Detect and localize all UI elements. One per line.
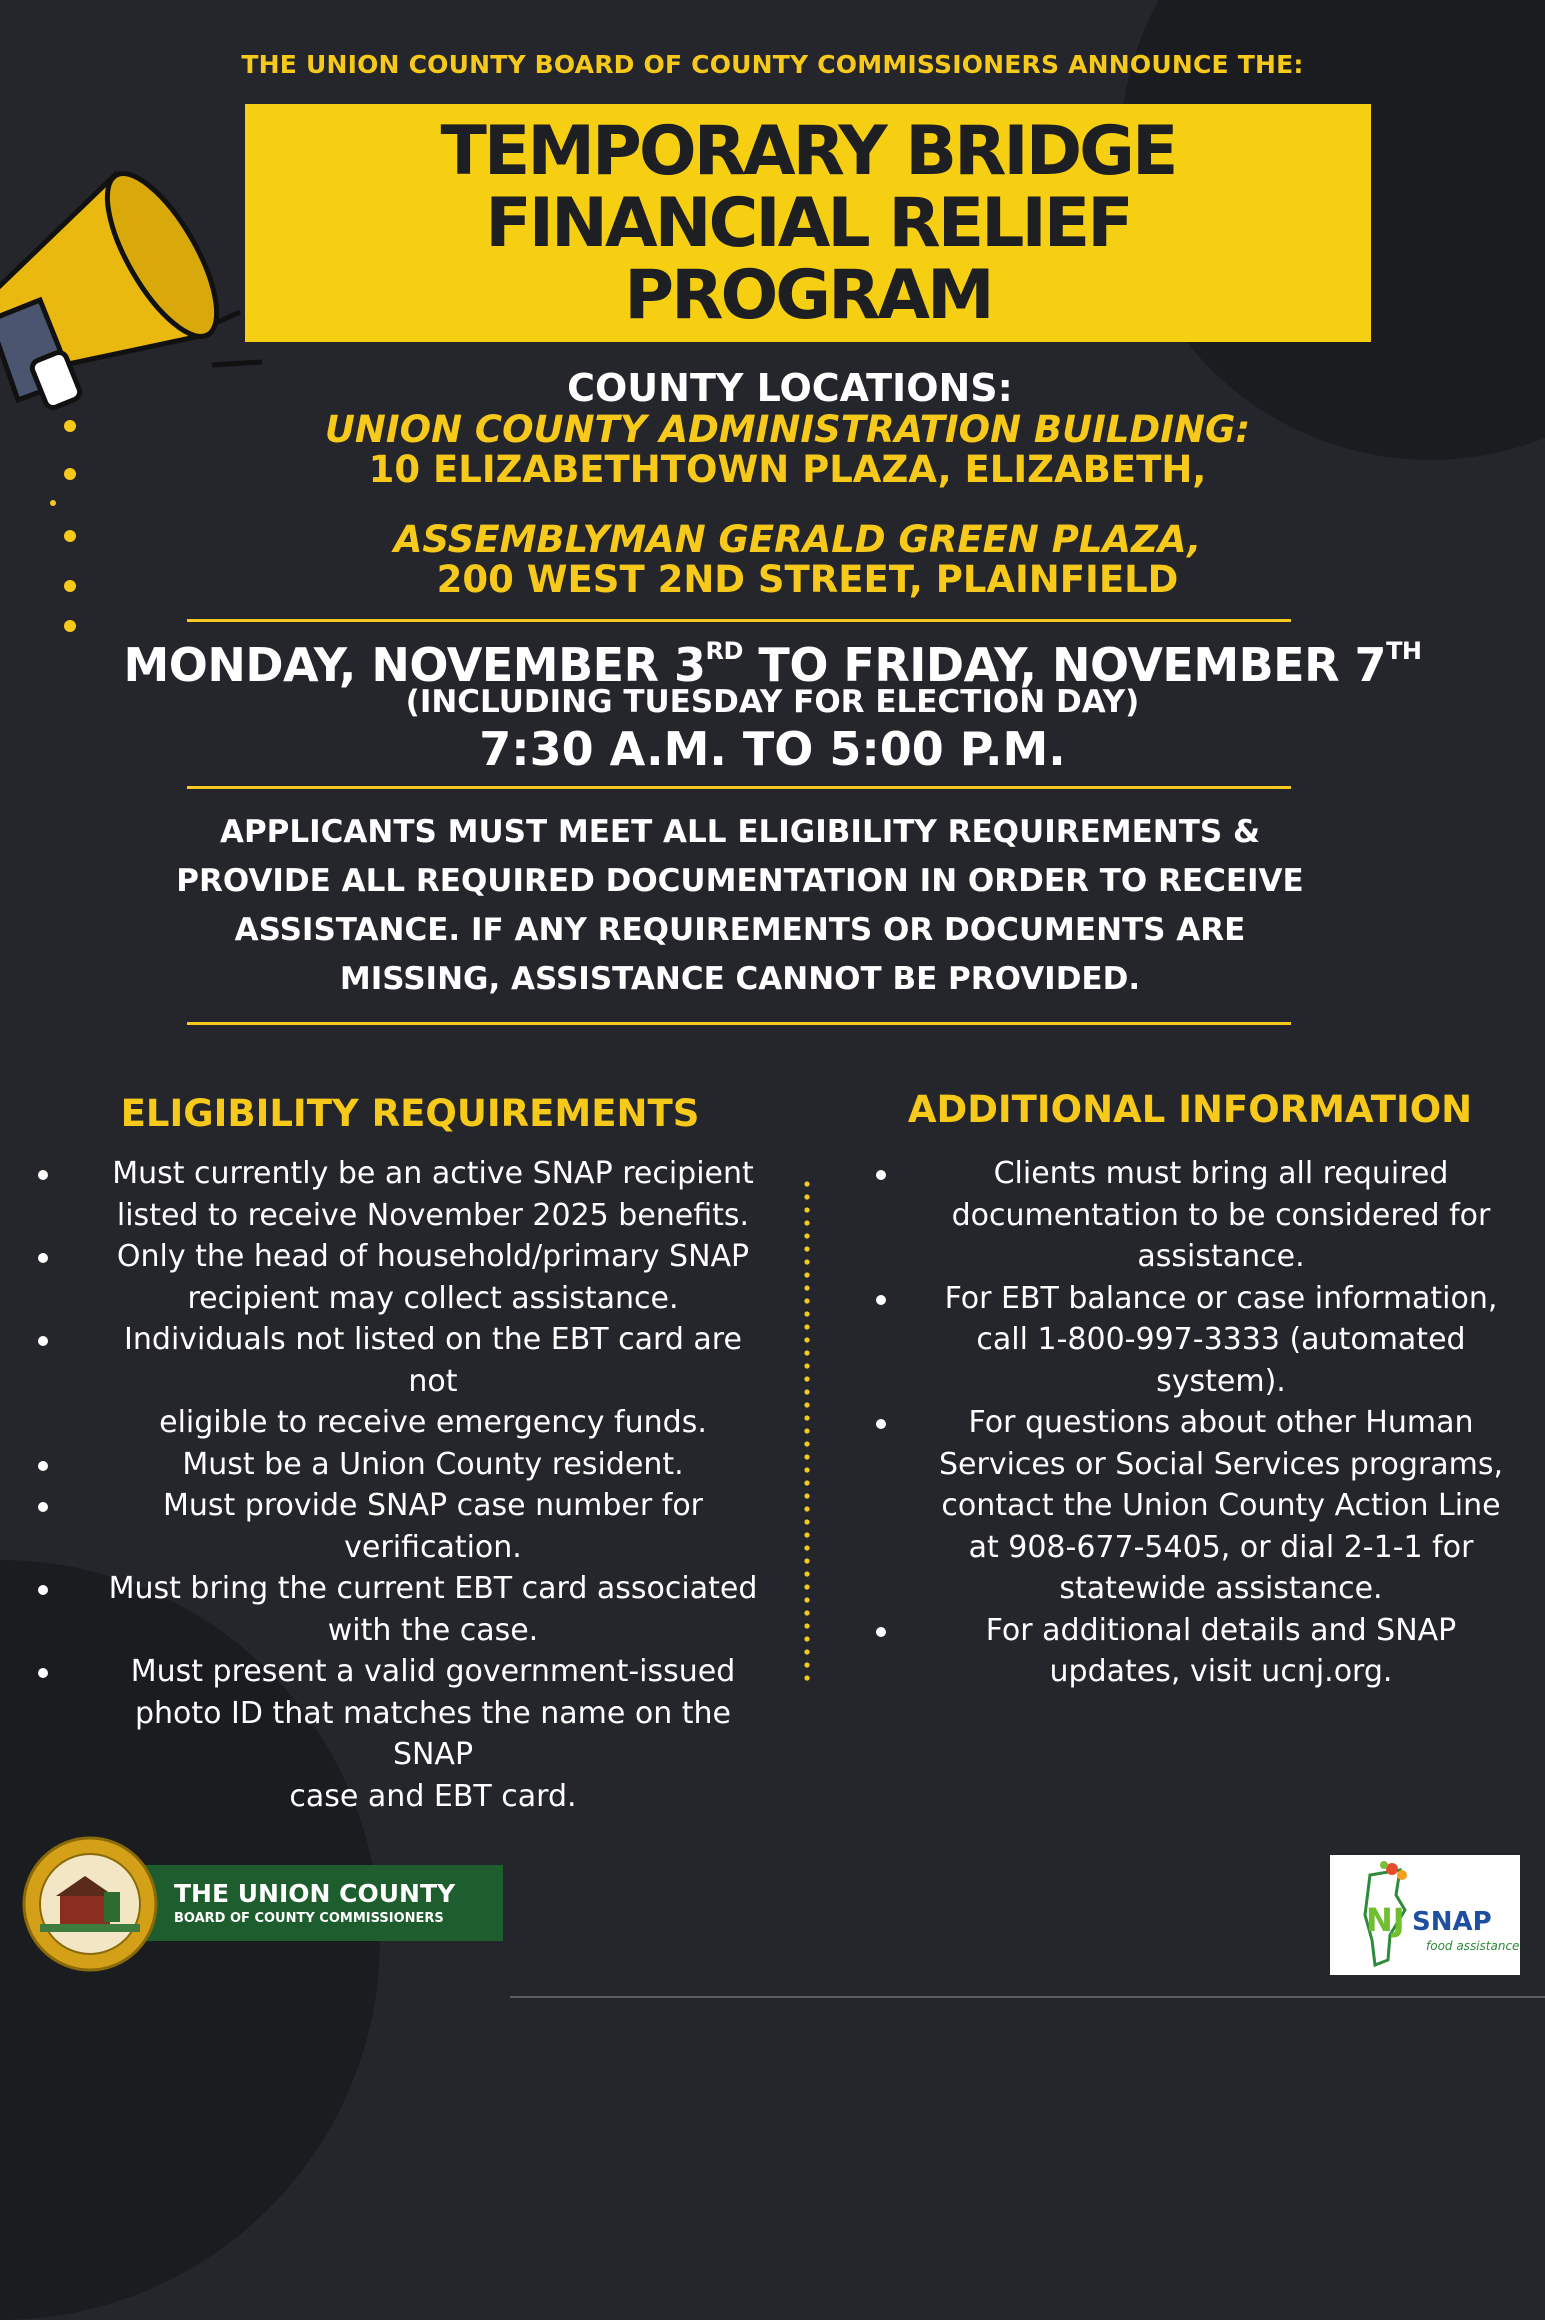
additional-info-heading: ADDITIONAL INFORMATION — [907, 1088, 1473, 1131]
divider-dot — [804, 1376, 809, 1381]
divider-dot — [804, 1467, 809, 1472]
location-2-name: ASSEMBLYMAN GERALD GREEN PLAZA, — [393, 518, 1202, 561]
snap-nj-text: NJ — [1366, 1901, 1405, 1939]
divider-dot — [804, 1207, 809, 1212]
list-item — [38, 1153, 768, 1236]
list-item — [38, 1485, 768, 1568]
list-item-line: assistance. — [1137, 1239, 1305, 1274]
divider-dot — [804, 1246, 809, 1251]
divider-dot — [804, 1428, 809, 1433]
divider-dot — [804, 1610, 809, 1615]
divider-dot — [804, 1337, 809, 1342]
announce-line: THE UNION COUNTY BOARD OF COUNTY COMMISSIONERS ANNOUNCE THE: — [241, 50, 1304, 79]
divider-dot — [804, 1181, 809, 1186]
title-banner — [245, 104, 1371, 342]
divider-rule — [187, 1022, 1291, 1025]
divider-dot — [804, 1350, 809, 1355]
org-title: THE UNION COUNTY — [174, 1879, 456, 1908]
list-item-line: system). — [1156, 1363, 1286, 1399]
title-line-3: PROGRAM — [624, 256, 992, 335]
list-item — [38, 1568, 768, 1651]
list-item-line: Must provide SNAP case number for — [162, 1488, 704, 1523]
list-item-line: For additional details and SNAP — [985, 1612, 1457, 1648]
title-line-1: TEMPORARY BRIDGE — [440, 112, 1176, 191]
divider-dot — [804, 1363, 809, 1368]
divider-dot — [804, 1493, 809, 1498]
org-subtitle: BOARD OF COUNTY COMMISSIONERS — [174, 1911, 444, 1926]
date-range: MONDAY, NOVEMBER 3RD TO FRIDAY, NOVEMBER 7TH — [123, 636, 1422, 692]
bullet-icon — [38, 1502, 48, 1512]
divider-rule — [187, 786, 1291, 789]
bullet-icon — [876, 1295, 886, 1305]
list-item-line: documentation to be considered for — [951, 1197, 1491, 1233]
bullet-icon — [38, 1253, 48, 1263]
divider-dot — [804, 1454, 809, 1459]
divider-dot — [804, 1324, 809, 1329]
list-item-line: at 908-677-5405, or dial 2-1-1 for — [968, 1529, 1474, 1565]
location-1-name: UNION COUNTY ADMINISTRATION BUILDING: — [324, 408, 1251, 451]
list-item-line: Services or Social Services programs, — [938, 1446, 1503, 1482]
divider-dot — [804, 1220, 809, 1225]
divider-dot — [804, 1194, 809, 1199]
bullet-icon — [38, 1336, 48, 1346]
list-item — [876, 1610, 1506, 1693]
eligibility-notice: APPLICANTS MUST MEET ALL ELIGIBILITY REQUIREMENTS & PROVIDE ALL REQUIRED DOCUMENTATION IN ORDER TO RECEIVE ASSISTANCE. IF ANY REQUIREMENTS OR DOCUMENTS ARE MISSING, ASSISTANCE CANNOT BE PROVIDED. — [176, 814, 1304, 997]
divider-dot — [804, 1311, 809, 1316]
list-item-line: listed to receive November 2025 benefits. — [116, 1197, 750, 1233]
list-item-line: contact the Union County Action Line — [941, 1488, 1501, 1523]
eligibility-heading: ELIGIBILITY REQUIREMENTS — [120, 1092, 700, 1135]
list-item-line: case and EBT card. — [289, 1778, 577, 1814]
program-title — [245, 112, 1371, 335]
divider-dot — [804, 1259, 809, 1264]
list-item — [876, 1153, 1506, 1278]
bullet-icon — [38, 1668, 48, 1678]
nj-snap-logo — [1330, 1855, 1520, 1975]
bullet-icon — [38, 1461, 48, 1471]
divider-dot — [804, 1506, 809, 1511]
org-banner — [128, 1865, 503, 1941]
divider-dot — [804, 1532, 809, 1537]
divider-dot — [804, 1623, 809, 1628]
divider-dot — [804, 1649, 809, 1654]
list-item-line: verification. — [344, 1529, 522, 1565]
divider-dot — [804, 1675, 809, 1680]
divider-dot — [804, 1636, 809, 1641]
divider-dot — [804, 1233, 809, 1238]
snap-word: SNAP — [1412, 1907, 1492, 1937]
location-2-address: 200 WEST 2ND STREET, PLAINFIELD — [436, 558, 1179, 601]
list-item — [38, 1236, 768, 1319]
list-item-line: For EBT balance or case information, — [944, 1280, 1498, 1316]
list-item-line: Only the head of household/primary SNAP — [116, 1239, 750, 1274]
election-day-note: (INCLUDING TUESDAY FOR ELECTION DAY) — [405, 684, 1140, 720]
divider-dot — [804, 1519, 809, 1524]
location-1-address: 10 ELIZABETHTOWN PLAZA, ELIZABETH, — [368, 448, 1207, 491]
list-item — [876, 1402, 1506, 1610]
county-seal-logo — [20, 1834, 160, 1974]
divider-dot — [804, 1402, 809, 1407]
divider-dot — [804, 1558, 809, 1563]
divider-dot — [804, 1415, 809, 1420]
list-item-line: Must be a Union County resident. — [182, 1446, 684, 1482]
bottom-rule — [510, 1996, 1545, 1998]
list-item — [876, 1278, 1506, 1403]
list-item-line: Clients must bring all required — [993, 1156, 1449, 1191]
title-line-2: FINANCIAL RELIEF — [485, 184, 1131, 263]
list-item-line: Must bring the current EBT card associated — [108, 1571, 758, 1606]
eligibility-list — [38, 1153, 768, 1817]
snap-tagline: food assistance — [1426, 1939, 1520, 1953]
column-divider — [801, 1180, 813, 1700]
locations-heading: COUNTY LOCATIONS: — [567, 366, 1013, 410]
bullet-icon — [876, 1627, 886, 1637]
list-item-line: call 1-800-997-3333 (automated — [976, 1322, 1466, 1357]
bullet-icon — [38, 1170, 48, 1180]
divider-dot — [804, 1298, 809, 1303]
divider-dot — [804, 1389, 809, 1394]
list-item-line: For questions about other Human — [968, 1405, 1474, 1440]
divider-dot — [804, 1545, 809, 1550]
divider-dot — [804, 1584, 809, 1589]
list-item-line: with the case. — [327, 1612, 539, 1648]
additional-info-list — [876, 1153, 1506, 1693]
list-item-line: statewide assistance. — [1059, 1571, 1383, 1606]
list-item-line: updates, visit ucnj.org. — [1049, 1654, 1393, 1689]
divider-dot — [804, 1597, 809, 1602]
list-item-line: photo ID that matches the name on the SNAP — [134, 1695, 732, 1772]
divider-dot — [804, 1662, 809, 1667]
divider-dot — [804, 1285, 809, 1290]
divider-dot — [804, 1441, 809, 1446]
hours: 7:30 A.M. TO 5:00 P.M. — [479, 722, 1066, 776]
list-item-line: eligible to receive emergency funds. — [159, 1405, 707, 1440]
bullet-icon — [876, 1170, 886, 1180]
list-item — [38, 1444, 768, 1486]
list-item — [38, 1319, 768, 1444]
divider-rule — [187, 619, 1291, 622]
list-item-line: Must present a valid government-issued — [130, 1654, 736, 1689]
list-item-line: Must currently be an active SNAP recipient — [112, 1156, 754, 1191]
bullet-icon — [38, 1585, 48, 1595]
list-item-line: Individuals not listed on the EBT card are not — [124, 1322, 742, 1399]
list-item-line: recipient may collect assistance. — [187, 1280, 679, 1316]
divider-dot — [804, 1480, 809, 1485]
bullet-icon — [876, 1419, 886, 1429]
list-item — [38, 1651, 768, 1817]
divider-dot — [804, 1571, 809, 1576]
divider-dot — [804, 1272, 809, 1277]
